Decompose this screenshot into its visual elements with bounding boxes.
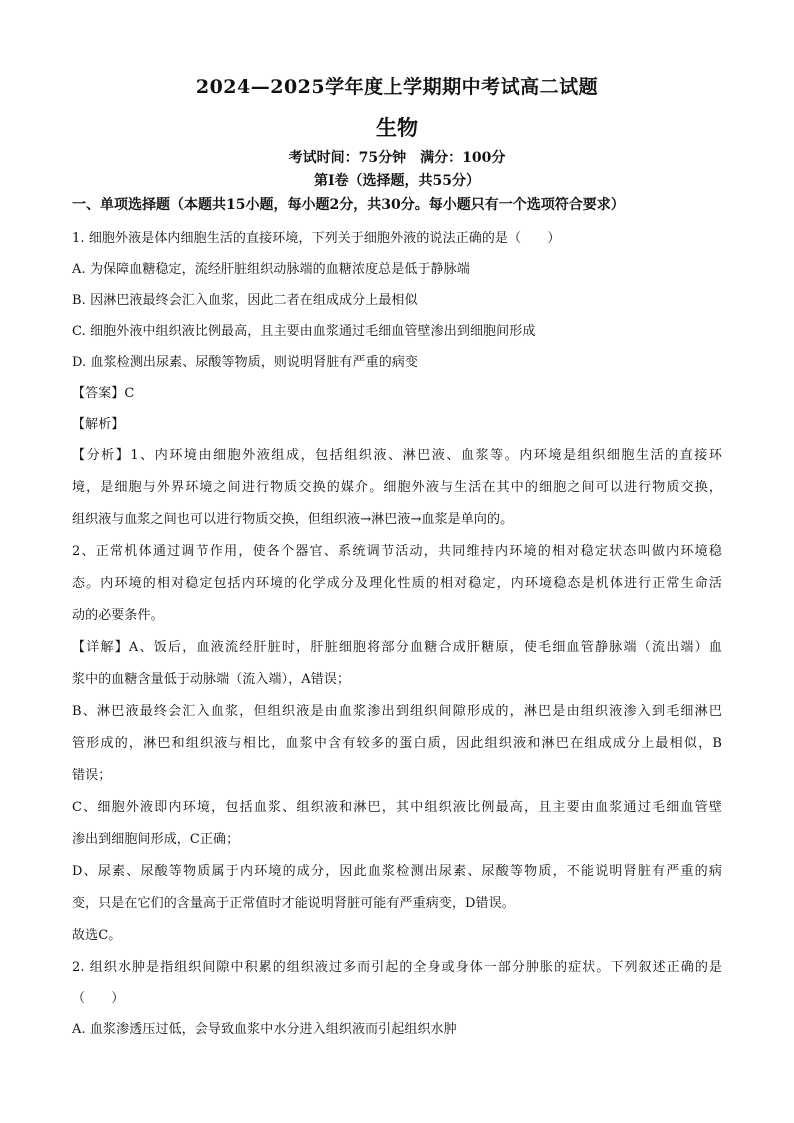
analysis-line: 渗出到细胞间形成，C正确； [72,832,240,847]
exam-title: 2024—2025学年度上学期期中考试高二试题 [195,76,599,98]
subject-title: 生物 [376,115,418,140]
volume-heading: 第Ⅰ卷（选择题，共55分） [313,173,481,189]
analysis-line: 变，只是在它们的含量高于正常值时才能说明肾脏可能有严重病变，D错误。 [72,896,515,911]
analysis-line: 境，是细胞与外界环境之间进行物质交换的媒介。细胞外液与生活在其中的细胞之间可以进行物质交换， [72,480,722,495]
analysis-line: 故选C。 [72,928,122,943]
question-1-option-d: D. 血浆检测出尿素、尿酸等物质，则说明肾脏有严重的病变 [72,355,419,370]
analysis-line: 【详解】A、饭后，血液流经肝脏时，肝脏细胞将部分血糖合成肝糖原，使毛细血管静脉端（流出端）血 [72,640,722,655]
analysis-line: 组织液与血浆之间也可以进行物质交换，但组织液→淋巴液→血浆是单向的。 [72,512,514,527]
question-1-answer [72,382,134,401]
analysis-label: 【解析】 [72,417,125,432]
question-2-option-a: A. 血浆渗透压过低，会导致血浆中水分进入组织液而引起组织水肿 [72,1022,457,1037]
analysis-line: C、细胞外液即内环境，包括血浆、组织液和淋巴，其中组织液比例最高，且主要由血浆通过毛细血管壁 [72,800,722,815]
question-2-stem-bracket: （ ） [72,991,125,1006]
analysis-line: 2、正常机体通过调节作用，使各个器官、系统调节活动，共同维持内环境的相对稳定状态叫做内环境稳 [72,544,722,559]
section-heading: 一、单项选择题（本题共15小题，每小题2分，共30分。每小题只有一个选项符合要求） [72,197,625,213]
answer-value: C [124,386,135,401]
question-1-option-c: C. 细胞外液中组织液比例最高，且主要由血浆通过毛细血管壁渗出到细胞间形成 [72,324,536,339]
analysis-line: B、淋巴液最终会汇入血浆，但组织液是由血浆渗出到组织间隙形成的，淋巴是由组织液渗入到毛细淋巴 [72,704,722,719]
question-1-option-a: A. 为保障血糖稳定，流经肝脏组织动脉端的血糖浓度总是低于静脉端 [72,262,470,277]
analysis-line: D、尿素、尿酸等物质属于内环境的成分，因此血浆检测出尿素、尿酸等物质，不能说明肾脏有严重的病 [72,864,722,879]
question-1-option-b: B. 因淋巴液最终会汇入血浆，因此二者在组成成分上最相似 [72,293,418,308]
exam-time: 考试时间：75分钟 [288,150,407,166]
analysis-line: 动的必要条件。 [72,608,164,623]
analysis-line: 管形成的，淋巴和组织液与相比，血浆中含有较多的蛋白质，因此组织液和淋巴在组成成分上最相似，B [72,736,722,751]
full-score: 满分：100分 [420,150,506,166]
analysis-line: 浆中的血糖含量低于动脉端（流入端），A错误； [72,672,351,687]
analysis-line: 【分析】1、内环境由细胞外液组成，包括组织液、淋巴液、血浆等。内环境是组织细胞生活的直接环 [72,448,722,463]
question-1-stem: 1. 细胞外液是体内细胞生活的直接环境，下列关于细胞外液的说法正确的是（ ） [72,231,561,246]
analysis-line: 态。内环境的相对稳定包括内环境的化学成分及理化性质的相对稳定，内环境稳态是机体进行正常生命活 [72,576,722,591]
exam-info [0,147,794,167]
answer-label: 【答案】 [72,386,125,401]
question-2-stem: 2. 组织水肿是指组织间隙中积累的组织液过多而引起的全身或身体一部分肿胀的症状。下列叙述正确的是 [72,960,722,975]
analysis-line: 错误； [72,768,112,783]
